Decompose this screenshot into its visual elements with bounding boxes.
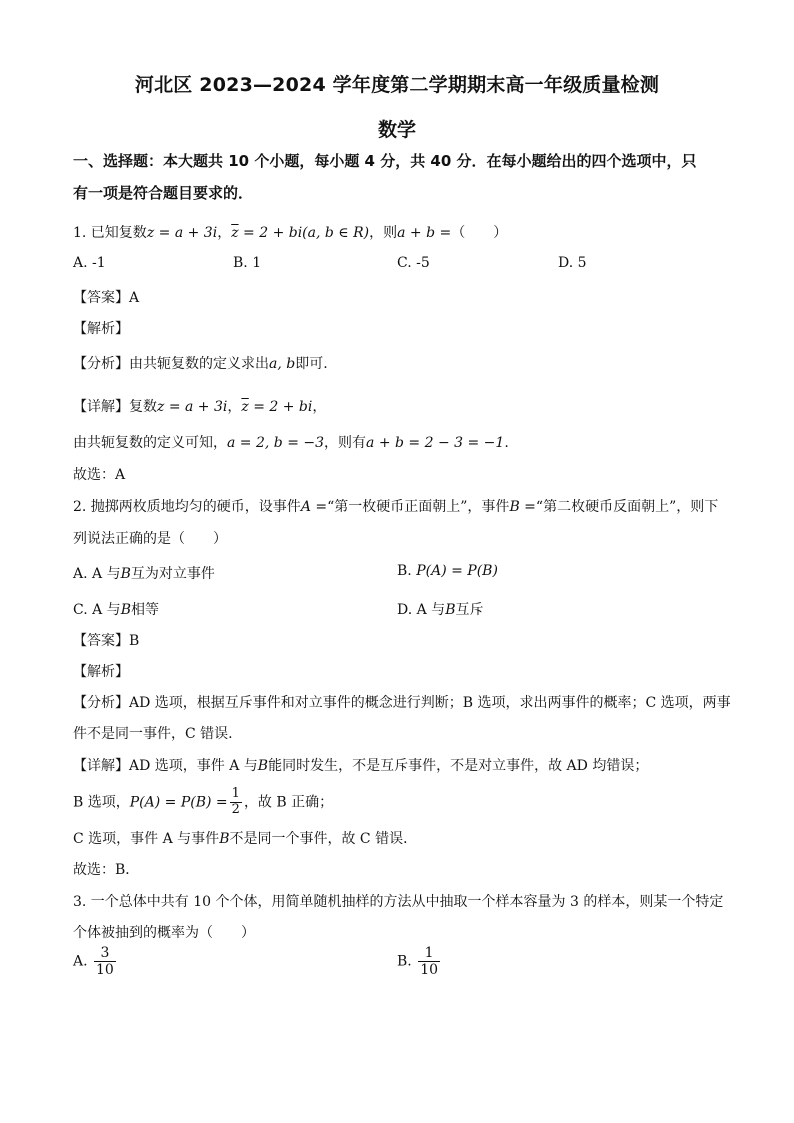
q1-fenxi: 【分析】由共轭复数的定义求出a, b即可. [73, 356, 328, 372]
q2-stem-line2: 列说法正确的是（ ） [73, 531, 227, 547]
q2-detail-line1: 【详解】AD 选项，事件 A 与B能同时发生，不是互斥事件，不是对立事件，故 AD 均错误； [73, 758, 649, 774]
q1-detail: 【详解】复数z = a + 3i，$\overline{z} = 2$ + bi， [73, 399, 327, 415]
q1-option-c: C. -5 [397, 255, 430, 271]
q2-option-c: C. A 与B相等 [73, 602, 159, 618]
q2-fenxi-line1: 【分析】AD 选项，根据互斥事件和对立事件的概念进行判断；B 选项，求出两事件的概率；C 选项，两事 [73, 695, 731, 711]
q1-detail-line2: 由共轭复数的定义可知，a = 2, b = −3，则有a + b = 2 − 3 = −1. [73, 435, 509, 451]
subject-title: 数学 [377, 119, 416, 141]
q2-answer: 【答案】B [73, 633, 140, 649]
q1-option-d: D. 5 [558, 255, 587, 271]
q1-choose: 故选：A [73, 467, 126, 483]
q1-z: z = a + 3i [146, 225, 218, 241]
q3-option-a: A. $\frac{3}{10}$ [73, 945, 114, 979]
q2-option-d: D. A 与B互斥 [397, 602, 484, 618]
q1-answer: 【答案】A [73, 290, 140, 306]
section-heading-line2: 有一项是符合题目要求的． [73, 184, 254, 202]
q2-option-b: B. P(A) = P(B) [397, 563, 498, 579]
q2-half-fraction: $\frac{1}{2}$ [231, 786, 240, 817]
exam-title: 河北区 2023—2024 学年度第二学期期末高一年级质量检测 [134, 74, 660, 96]
q1-option-b: B. 1 [233, 255, 262, 271]
q2-fenxi-line2: 件不是同一事件，C 错误. [73, 726, 233, 742]
q2-option-a: A. A 与B互为对立事件 [73, 566, 215, 582]
q2-detail-line3: C 选项，事件 A 与事件B不是同一个事件，故 C 错误． [73, 831, 418, 847]
q1-option-a: A. -1 [73, 255, 106, 271]
q2-stem-line1: 2. 抛掷两枚质地均匀的硬币，设事件A =“第一枚硬币正面朝上”，事件B =“第二枚硬币反面朝上”，则下 [73, 499, 719, 515]
q2-analysis-label: 【解析】 [73, 664, 129, 680]
q1-analysis-label: 【解析】 [73, 321, 129, 337]
q2-detail-line2: B 选项，P(A) = P(B) = $\frac{1}{2}$ ，故 B 正确； [73, 786, 334, 817]
q3-stem-line2: 个体被抽到的概率为（ ） [73, 925, 255, 941]
q1-stem: 1. 已知复数z = a + 3i，$\overline{z} = 2 + bi(a$, b ∈ R)，则a + b =（ ） [73, 225, 508, 241]
section-heading-line1: 一、选择题：本大题共 10 个小题，每小题 4 分，共 40 分．在每小题给出的四个选项中，只 [73, 152, 697, 170]
q2-choose: 故选：B． [73, 862, 140, 878]
q3-option-b: B. $\frac{1}{10}$ [397, 945, 439, 979]
q3-stem-line1: 3. 一个总体中共有 10 个个体，用简单随机抽样的方法从中抽取一个样本容量为 3 的样本，则某一个特定 [73, 894, 724, 910]
q1-zbar: $\overline{z}$ [231, 225, 239, 241]
